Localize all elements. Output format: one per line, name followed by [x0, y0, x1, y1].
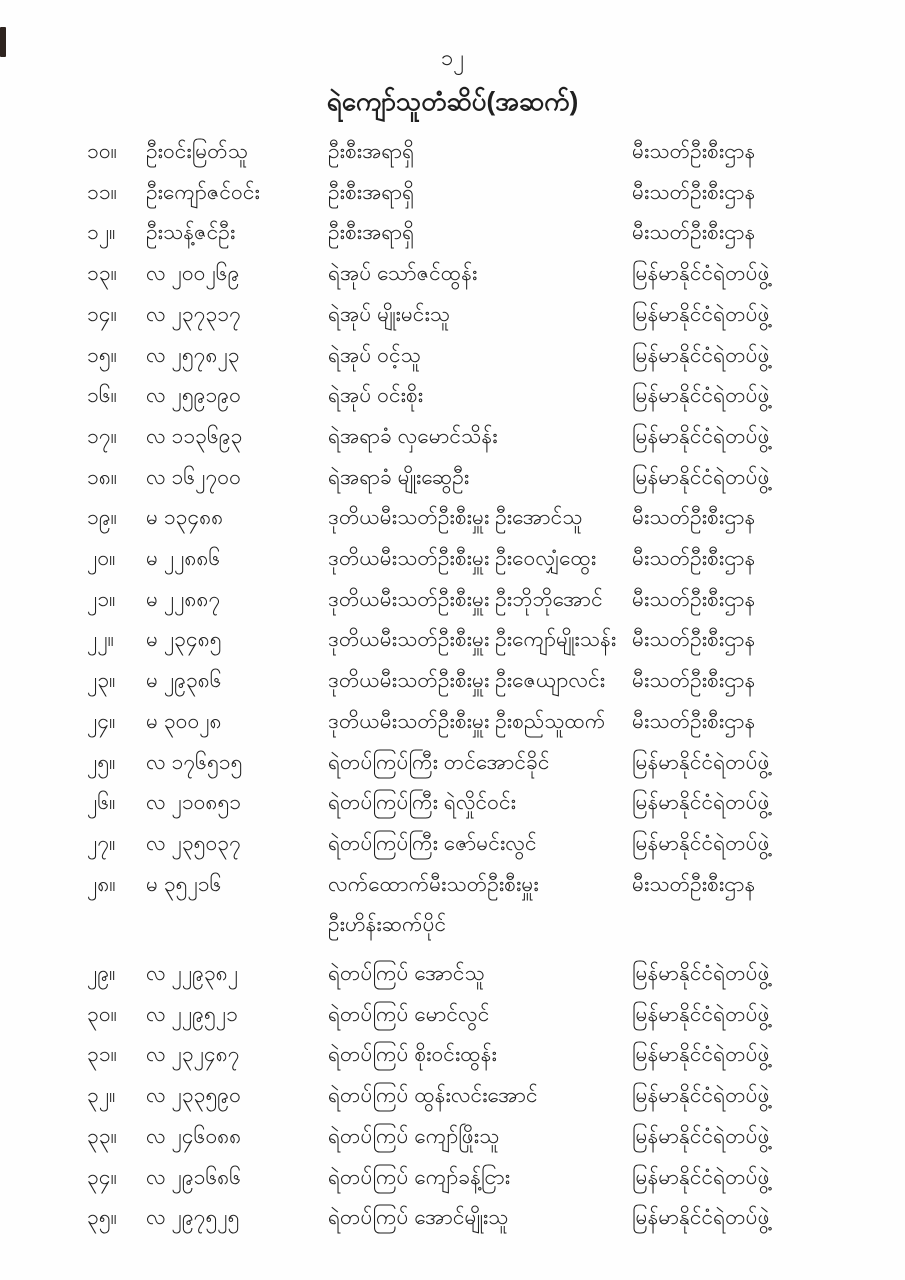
serial-number: ၂၀။ — [87, 547, 116, 571]
rank-line-1: ဒုတိယမီးသတ်ဦးစီးမှူး ဦးဇေယျာလင်း — [328, 669, 606, 693]
rank-and-name — [328, 702, 632, 743]
table-row — [87, 865, 817, 946]
rank-and-name — [328, 1117, 632, 1158]
table-row — [87, 620, 817, 661]
serial-number: ၁၀။ — [87, 140, 117, 163]
table-row — [87, 376, 817, 417]
department: မြန်မာနိုင်ငံရဲတပ်ဖွဲ့ — [632, 1043, 770, 1067]
table-row — [87, 1117, 817, 1158]
serial-number: ၂၅။ — [87, 750, 116, 774]
table-row — [87, 1035, 817, 1076]
serial-number: ၂၆။ — [87, 791, 116, 815]
rank-line-1: ဦးစီးအရာရှိ — [328, 180, 415, 204]
page-number: ၁၂ — [440, 45, 465, 70]
rank-and-name — [328, 498, 632, 539]
department: မြန်မာနိုင်ငံရဲတပ်ဖွဲ့ — [632, 424, 770, 448]
rank-and-name — [328, 995, 632, 1036]
rank-line-1: ဒုတိယမီးသတ်ဦးစီးမှူး ဦးအောင်သူ — [328, 506, 583, 530]
serial-number: ၁၆။ — [87, 384, 117, 408]
table-row — [87, 417, 817, 458]
serial-number: ၂၇။ — [87, 831, 116, 855]
rank-and-name — [328, 824, 632, 865]
serial-number: ၂၁။ — [87, 587, 116, 611]
serial-number: ၂၃။ — [87, 669, 116, 693]
service-id: လ ၂၅၇၈၂၃ — [146, 343, 240, 367]
roster-table — [87, 132, 817, 1239]
rank-and-name — [328, 1198, 632, 1239]
service-id: လ ၁၇၆၅၁၅ — [146, 750, 243, 774]
rank-line-1: ရဲတပ်ကြပ် ထွန်းလင်းအောင် — [328, 1084, 538, 1108]
rank-line-1: ရဲတပ်ကြပ် အောင်သူ — [328, 962, 485, 986]
rank-line-1: ရဲအုပ် ဝင်းစိုး — [328, 384, 424, 408]
rank-and-name — [328, 295, 632, 336]
rank-line-1: ဦးစီးအရာရှိ — [328, 140, 415, 163]
service-id: လ ၁၆၂၇၀၀ — [146, 465, 241, 489]
rank-and-name — [328, 132, 632, 173]
rank-and-name — [328, 1035, 632, 1076]
service-id: လ ၂၉၇၅၂၅ — [146, 1206, 240, 1230]
department: မီးသတ်ဦးစီးဌာန — [632, 669, 756, 693]
department: မီးသတ်ဦးစီးဌာန — [632, 587, 756, 611]
service-id: မ ၃၀၀၂၈ — [146, 709, 222, 733]
rank-line-1: ရဲတပ်ကြပ် အောင်မျိုးသူ — [328, 1206, 509, 1230]
rank-line-1: ဒုတိယမီးသတ်ဦးစီးမှူး ဦးကျော်မျိုးသန်း — [328, 628, 617, 652]
rank-and-name — [328, 254, 632, 295]
rank-line-1: ရဲအရာခံ လှမောင်သိန်း — [328, 424, 498, 448]
department: မြန်မာနိုင်ငံရဲတပ်ဖွဲ့ — [632, 750, 770, 774]
table-row — [87, 1198, 817, 1239]
rank-line-1: ဦးစီးအရာရှိ — [328, 221, 415, 245]
service-id: လ ၂၃၃၅၉၀ — [146, 1084, 241, 1108]
service-id: မ ၂၉၃၈၆ — [146, 669, 222, 693]
rank-and-name — [328, 783, 632, 824]
serial-number: ၁၁။ — [87, 180, 117, 204]
department: မီးသတ်ဦးစီးဌာန — [632, 872, 756, 896]
department: မြန်မာနိုင်ငံရဲတပ်ဖွဲ့ — [632, 791, 770, 815]
table-row — [87, 295, 817, 336]
department: မြန်မာနိုင်ငံရဲတပ်ဖွဲ့ — [632, 343, 770, 367]
service-id: မ ၂၃၄၈၅ — [146, 628, 222, 652]
service-id: လ ၂၀၀၂၆၉ — [146, 262, 240, 286]
department: မီးသတ်ဦးစီးဌာန — [632, 140, 756, 163]
serial-number: ၁၂။ — [87, 221, 116, 245]
department: မီးသတ်ဦးစီးဌာန — [632, 628, 756, 652]
service-id: လ ၂၃၇၃၁၇ — [146, 302, 241, 326]
serial-number: ၂၄။ — [87, 709, 116, 733]
rank-line-1: ရဲတပ်ကြပ် ကျော်ဖြိုးသူ — [328, 1124, 500, 1148]
rank-line-1: ရဲအုပ် မျိုးမင်းသူ — [328, 302, 451, 326]
rank-and-name — [328, 539, 632, 580]
rank-line-1: ဒုတိယမီးသတ်ဦးစီးမှူး ဦးဘိုဘိုအောင် — [328, 587, 603, 611]
rank-and-name — [328, 954, 632, 995]
rank-and-name — [328, 336, 632, 377]
service-id: ဦးသန့်ဇင်ဦး — [146, 221, 236, 245]
service-id: လ ၂၂၉၅၂၁ — [146, 1002, 238, 1026]
table-row — [87, 954, 817, 995]
rank-line-1: ရဲအရာခံ မျိုးဆွေဦး — [328, 465, 470, 489]
serial-number: ၁၇။ — [87, 424, 117, 448]
table-row — [87, 132, 817, 173]
department: မြန်မာနိုင်ငံရဲတပ်ဖွဲ့ — [632, 831, 770, 855]
service-id: လ ၁၁၃၆၉၃ — [146, 424, 243, 448]
table-row — [87, 743, 817, 784]
serial-number: ၂၈။ — [87, 872, 116, 896]
rank-line-1: ရဲအုပ် သော်ဇင်ထွန်း — [328, 262, 478, 286]
service-id: ဦးဝင်းမြတ်သူ — [146, 140, 249, 163]
department: မြန်မာနိုင်ငံရဲတပ်ဖွဲ့ — [632, 1206, 770, 1230]
rank-line-1: လက်ထောက်မီးသတ်ဦးစီးမှူး — [328, 872, 539, 896]
rank-and-name — [328, 376, 632, 417]
department: မြန်မာနိုင်ငံရဲတပ်ဖွဲ့ — [632, 1002, 770, 1026]
table-row — [87, 783, 817, 824]
table-row — [87, 1076, 817, 1117]
rank-and-name — [328, 213, 632, 254]
serial-number: ၃၂။ — [87, 1084, 116, 1108]
serial-number: ၂၉။ — [87, 962, 116, 986]
rank-line-2: ဦးဟိန်းဆက်ပိုင် — [328, 913, 447, 937]
table-row — [87, 498, 817, 539]
rank-and-name — [328, 417, 632, 458]
rank-and-name — [328, 1158, 632, 1199]
service-id: လ ၂၂၉၃၈၂ — [146, 962, 239, 986]
rank-line-1: ရဲတပ်ကြပ်ကြီး တင်အောင်ခိုင် — [328, 750, 550, 774]
service-id: မ ၂၂၈၈၇ — [146, 587, 221, 611]
table-row — [87, 173, 817, 214]
serial-number: ၂၂။ — [87, 628, 114, 652]
rank-and-name — [328, 865, 632, 946]
service-id: မ ၁၃၄၈၈ — [146, 506, 224, 530]
service-id: လ ၂၁၀၈၅၁ — [146, 791, 242, 815]
department: မြန်မာနိုင်ငံရဲတပ်ဖွဲ့ — [632, 1084, 770, 1108]
serial-number: ၁၉။ — [87, 506, 117, 530]
serial-number: ၁၈။ — [87, 465, 118, 489]
table-row — [87, 661, 817, 702]
rank-and-name — [328, 1076, 632, 1117]
rank-line-1: ရဲတပ်ကြပ် မောင်လွင် — [328, 1002, 490, 1026]
table-row — [87, 254, 817, 295]
serial-number: ၁၄။ — [87, 302, 117, 326]
department: မြန်မာနိုင်ငံရဲတပ်ဖွဲ့ — [632, 302, 770, 326]
department: မြန်မာနိုင်ငံရဲတပ်ဖွဲ့ — [632, 262, 770, 286]
table-row — [87, 539, 817, 580]
rank-and-name — [328, 458, 632, 499]
serial-number: ၃၄။ — [87, 1165, 117, 1189]
serial-number: ၃၁။ — [87, 1043, 117, 1067]
table-row — [87, 458, 817, 499]
rank-and-name — [328, 743, 632, 784]
rank-and-name — [328, 173, 632, 214]
department: မြန်မာနိုင်ငံရဲတပ်ဖွဲ့ — [632, 1124, 770, 1148]
rank-and-name — [328, 620, 632, 661]
serial-number: ၁၅။ — [87, 343, 117, 367]
department: မီးသတ်ဦးစီးဌာန — [632, 221, 756, 245]
rank-line-1: ရဲတပ်ကြပ် စိုးဝင်းထွန်း — [328, 1043, 497, 1067]
table-row — [87, 824, 817, 865]
serial-number: ၁၃။ — [87, 262, 117, 286]
department: မြန်မာနိုင်ငံရဲတပ်ဖွဲ့ — [632, 1165, 770, 1189]
page-title: ရဲကျော်သူတံဆိပ်(အဆက်) — [326, 86, 579, 116]
table-row — [87, 336, 817, 377]
service-id: လ ၂၃၅၀၃၇ — [146, 831, 241, 855]
table-row — [87, 213, 817, 254]
rank-line-1: ရဲတပ်ကြပ်ကြီး ဇော်မင်းလွင် — [328, 831, 537, 855]
service-id: မ ၂၂၈၈၆ — [146, 547, 221, 571]
table-row — [87, 1158, 817, 1199]
department: မီးသတ်ဦးစီးဌာန — [632, 506, 756, 530]
service-id: လ ၂၄၆၀၈၈ — [146, 1124, 242, 1148]
serial-number: ၃၀။ — [87, 1002, 117, 1026]
table-row — [87, 995, 817, 1036]
serial-number: ၃၅။ — [87, 1206, 117, 1230]
table-row — [87, 702, 817, 743]
rank-line-1: ရဲတပ်ကြပ် ကျော်ခန့်ငြား — [328, 1165, 511, 1189]
service-id: လ ၂၉၁၆၈၆ — [146, 1165, 242, 1189]
service-id: ဦးကျော်ဇင်ဝင်း — [146, 180, 260, 204]
rank-line-1: ရဲတပ်ကြပ်ကြီး ရဲလှိုင်ဝင်း — [328, 791, 516, 815]
rank-line-1: ရဲအုပ် ဝင့်သူ — [328, 343, 421, 367]
rank-line-1: ဒုတိယမီးသတ်ဦးစီးမှူး ဦးဝေလျှံထွေး — [328, 547, 597, 571]
department: မီးသတ်ဦးစီးဌာန — [632, 180, 756, 204]
department: မီးသတ်ဦးစီးဌာန — [632, 547, 756, 571]
department: မြန်မာနိုင်ငံရဲတပ်ဖွဲ့ — [632, 962, 770, 986]
service-id: လ ၂၅၉၁၉၀ — [146, 384, 241, 408]
department: မြန်မာနိုင်ငံရဲတပ်ဖွဲ့ — [632, 465, 770, 489]
service-id: လ ၂၃၂၄၈၇ — [146, 1043, 240, 1067]
rank-and-name — [328, 580, 632, 621]
service-id: မ ၃၅၂၁၆ — [146, 872, 222, 896]
rank-line-1: ဒုတိယမီးသတ်ဦးစီးမှူး ဦးစည်သူထက် — [328, 709, 606, 733]
department: မြန်မာနိုင်ငံရဲတပ်ဖွဲ့ — [632, 384, 770, 408]
department: မီးသတ်ဦးစီးဌာန — [632, 709, 756, 733]
serial-number: ၃၃။ — [87, 1124, 117, 1148]
rank-and-name — [328, 661, 632, 702]
table-row — [87, 580, 817, 621]
